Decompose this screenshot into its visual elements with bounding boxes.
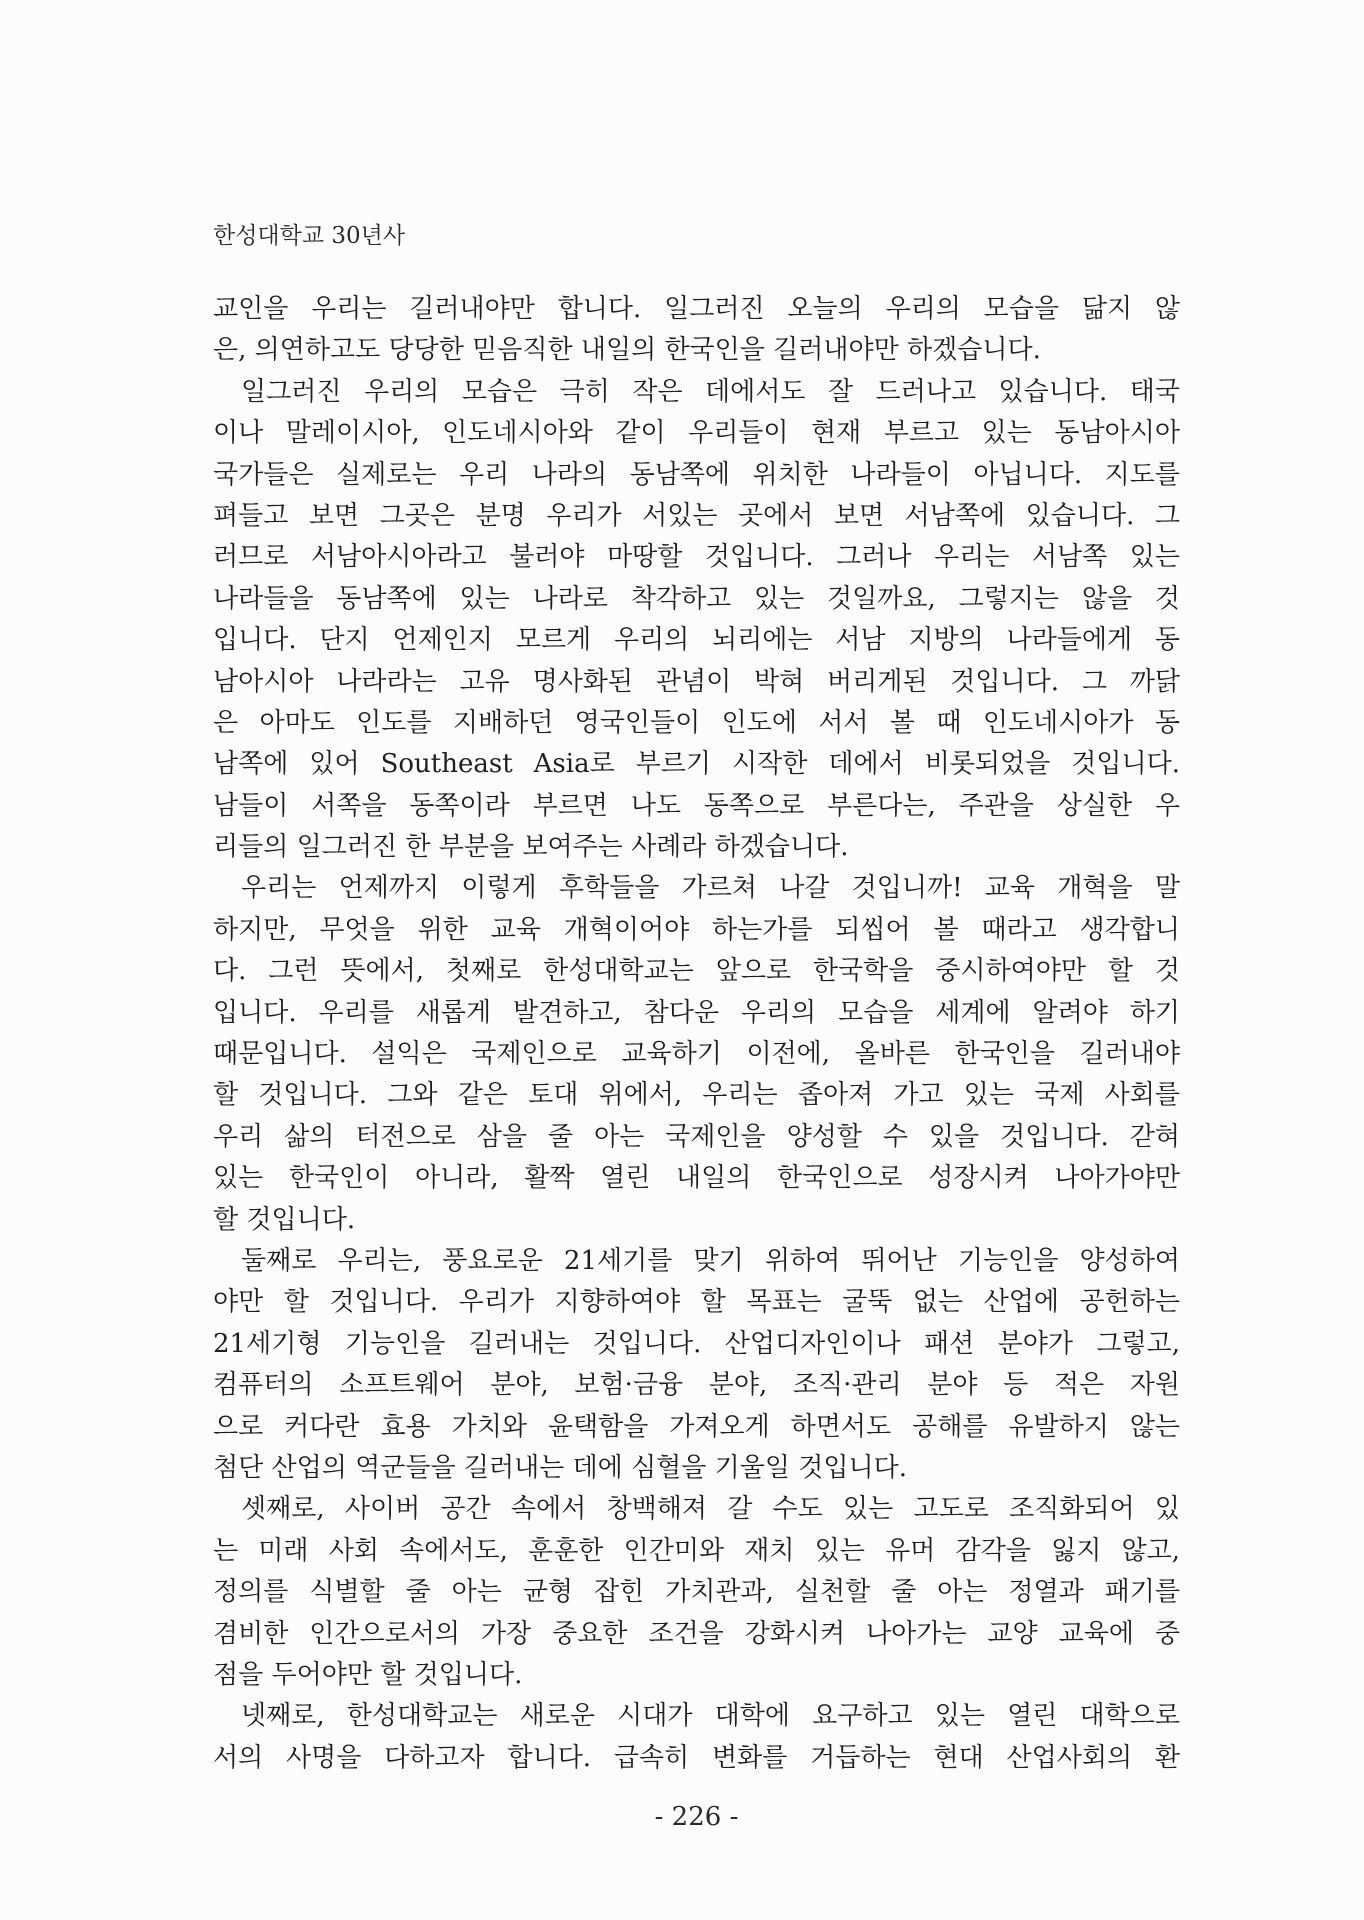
text-line: 은 아마도 인도를 지배하던 영국인들이 인도에 서서 볼 때 인도네시아가 동 <box>213 707 1180 738</box>
text-line: 나라들을 동남쪽에 있는 나라로 착각하고 있는 것일까요, 그렇지는 않을 것 <box>213 583 1180 614</box>
text-line: 입니다. 우리를 새롭게 발견하고, 참다운 우리의 모습을 세계에 알려야 하기 <box>213 997 1180 1028</box>
text-line: 야만 할 것입니다. 우리가 지향하여야 할 목표는 굴뚝 없는 산업에 공헌하는 <box>213 1287 1180 1318</box>
text-line: 남아시아 나라라는 고유 명사화된 관념이 박혀 버리게된 것입니다. 그 까닭 <box>213 666 1180 697</box>
text-line: 있는 한국인이 아니라, 활짝 열린 내일의 한국인으로 성장시켜 나아가야만 <box>213 1163 1180 1194</box>
text-line: 이나 말레이시아, 인도네시아와 같이 우리들이 현재 부르고 있는 동남아시아 <box>213 418 1180 449</box>
paragraph <box>213 1696 1180 1779</box>
text-line: 우리는 언제까지 이렇게 후학들을 가르쳐 나갈 것입니까! 교육 개혁을 말 <box>241 873 1180 904</box>
text-line: 는 미래 사회 속에서도, 훈훈한 인간미와 재치 있는 유머 감각을 잃지 않고, <box>213 1535 1180 1566</box>
paragraph <box>213 1241 1180 1489</box>
text-line: 컴퓨터의 소프트웨어 분야, 보험·금융 분야, 조직·관리 분야 등 적은 자원 <box>213 1370 1180 1401</box>
page-number: - 226 - <box>654 1802 739 1832</box>
paragraph <box>213 1489 1180 1696</box>
text-line: 은, 의연하고도 당당한 믿음직한 내일의 한국인을 길러내야만 하겠습니다. <box>213 335 1041 366</box>
text-line: 남들이 서쪽을 동쪽이라 부르면 나도 동쪽으로 부른다는, 주관을 상실한 우 <box>213 790 1180 821</box>
text-line: 우리 삶의 터전으로 삼을 줄 아는 국제인을 양성할 수 있을 것입니다. 갇혀 <box>213 1121 1180 1152</box>
text-line: 일그러진 우리의 모습은 극히 작은 데에서도 잘 드러나고 있습니다. 태국 <box>241 376 1180 407</box>
paragraph <box>213 868 1180 1241</box>
text-line: 21세기형 기능인을 길러내는 것입니다. 산업디자인이나 패션 분야가 그렇고, <box>213 1328 1180 1359</box>
text-line: 남쪽에 있어 Southeast Asia로 부르기 시작한 데에서 비롯되었을 것입니다. <box>213 749 1180 780</box>
text-line: 다. 그런 뜻에서, 첫째로 한성대학교는 앞으로 한국학을 중시하여야만 할 것 <box>213 956 1180 987</box>
paragraph <box>213 289 1180 372</box>
text-line: 둘째로 우리는, 풍요로운 21세기를 맞기 위하여 뛰어난 기능인을 양성하여 <box>241 1245 1180 1276</box>
text-line: 셋째로, 사이버 공간 속에서 창백해져 갈 수도 있는 고도로 조직화되어 있 <box>241 1494 1180 1525</box>
body-text <box>213 289 1180 1779</box>
text-line: 으로 커다란 효용 가치와 윤택함을 가져오게 하면서도 공해를 유발하지 않는 <box>213 1411 1180 1442</box>
text-line: 할 것입니다. <box>213 1204 356 1235</box>
text-line: 점을 두어야만 할 것입니다. <box>213 1659 523 1690</box>
text-line: 할 것입니다. 그와 같은 토대 위에서, 우리는 좁아져 가고 있는 국제 사회를 <box>213 1080 1180 1111</box>
running-header: 한성대학교 30년사 <box>213 223 406 249</box>
text-line: 첨단 산업의 역군들을 길러내는 데에 심혈을 기울일 것입니다. <box>213 1452 908 1483</box>
text-line: 때문입니다. 설익은 국제인으로 교육하기 이전에, 올바른 한국인을 길러내야 <box>213 1039 1180 1070</box>
text-line: 교인을 우리는 길러내야만 합니다. 일그러진 오늘의 우리의 모습을 닮지 않 <box>213 294 1180 324</box>
paragraph <box>213 372 1180 869</box>
text-line: 서의 사명을 다하고자 합니다. 급속히 변화를 거듭하는 현대 산업사회의 환 <box>213 1742 1180 1773</box>
text-line: 펴들고 보면 그곳은 분명 우리가 서있는 곳에서 보면 서남쪽에 있습니다. 그 <box>213 500 1180 531</box>
text-line: 정의를 식별할 줄 아는 균형 잡힌 가치관과, 실천할 줄 아는 정열과 패기를 <box>213 1577 1180 1608</box>
text-line: 리들의 일그러진 한 부분을 보여주는 사례라 하겠습니다. <box>213 832 849 863</box>
text-line: 입니다. 단지 언제인지 모르게 우리의 뇌리에는 서남 지방의 나라들에게 동 <box>213 625 1180 656</box>
text-line: 하지만, 무엇을 위한 교육 개혁이어야 하는가를 되씹어 볼 때라고 생각합니 <box>213 914 1180 945</box>
text-line: 국가들은 실제로는 우리 나라의 동남쪽에 위치한 나라들이 아닙니다. 지도를 <box>213 459 1180 490</box>
text-line: 넷째로, 한성대학교는 새로운 시대가 대학에 요구하고 있는 열린 대학으로 <box>241 1701 1180 1732</box>
text-line: 겸비한 인간으로서의 가장 중요한 조건을 강화시켜 나아가는 교양 교육에 중 <box>213 1618 1180 1649</box>
text-line: 러므로 서남아시아라고 불러야 마땅할 것입니다. 그러나 우리는 서남쪽 있는 <box>213 542 1180 573</box>
